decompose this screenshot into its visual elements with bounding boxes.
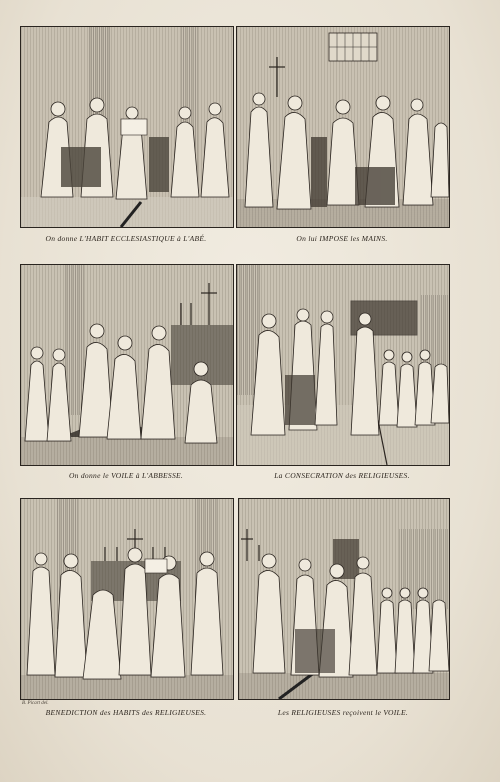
panel-habit-ecclesiastique	[20, 26, 234, 228]
engraving-scene-2	[237, 27, 449, 227]
caption-panel-5: BENEDICTION des HABITS des RELIGIEUSES.	[45, 708, 207, 717]
engraving-scene-5	[21, 499, 233, 699]
caption-panel-1: On donne L'HABIT ECCLESIASTIQUE à L'ABÉ.	[45, 234, 207, 243]
caption-panel-3: On donne le VOILE à L'ABBESSE.	[68, 471, 184, 480]
caption-panel-4: La CONSECRATION des RELIGIEUSES.	[274, 471, 410, 480]
caption-panel-6: Les RELIGIEUSES reçoivent le VOILE.	[277, 708, 409, 717]
panel-consecration-religieuses	[236, 264, 450, 466]
panel-voile-abbesse	[20, 264, 234, 466]
engraver-credit: B. Picart del.	[22, 701, 49, 706]
engraving-scene-3	[21, 265, 233, 465]
engraving-scene-1	[21, 27, 233, 227]
engraving-scene-4	[237, 265, 449, 465]
caption-panel-2: On lui IMPOSE les MAINS.	[296, 234, 388, 243]
panel-imposition-mains	[236, 26, 450, 228]
panel-religieuses-voile	[238, 498, 450, 700]
panel-benediction-habits	[20, 498, 234, 700]
engraving-scene-6	[239, 499, 449, 699]
